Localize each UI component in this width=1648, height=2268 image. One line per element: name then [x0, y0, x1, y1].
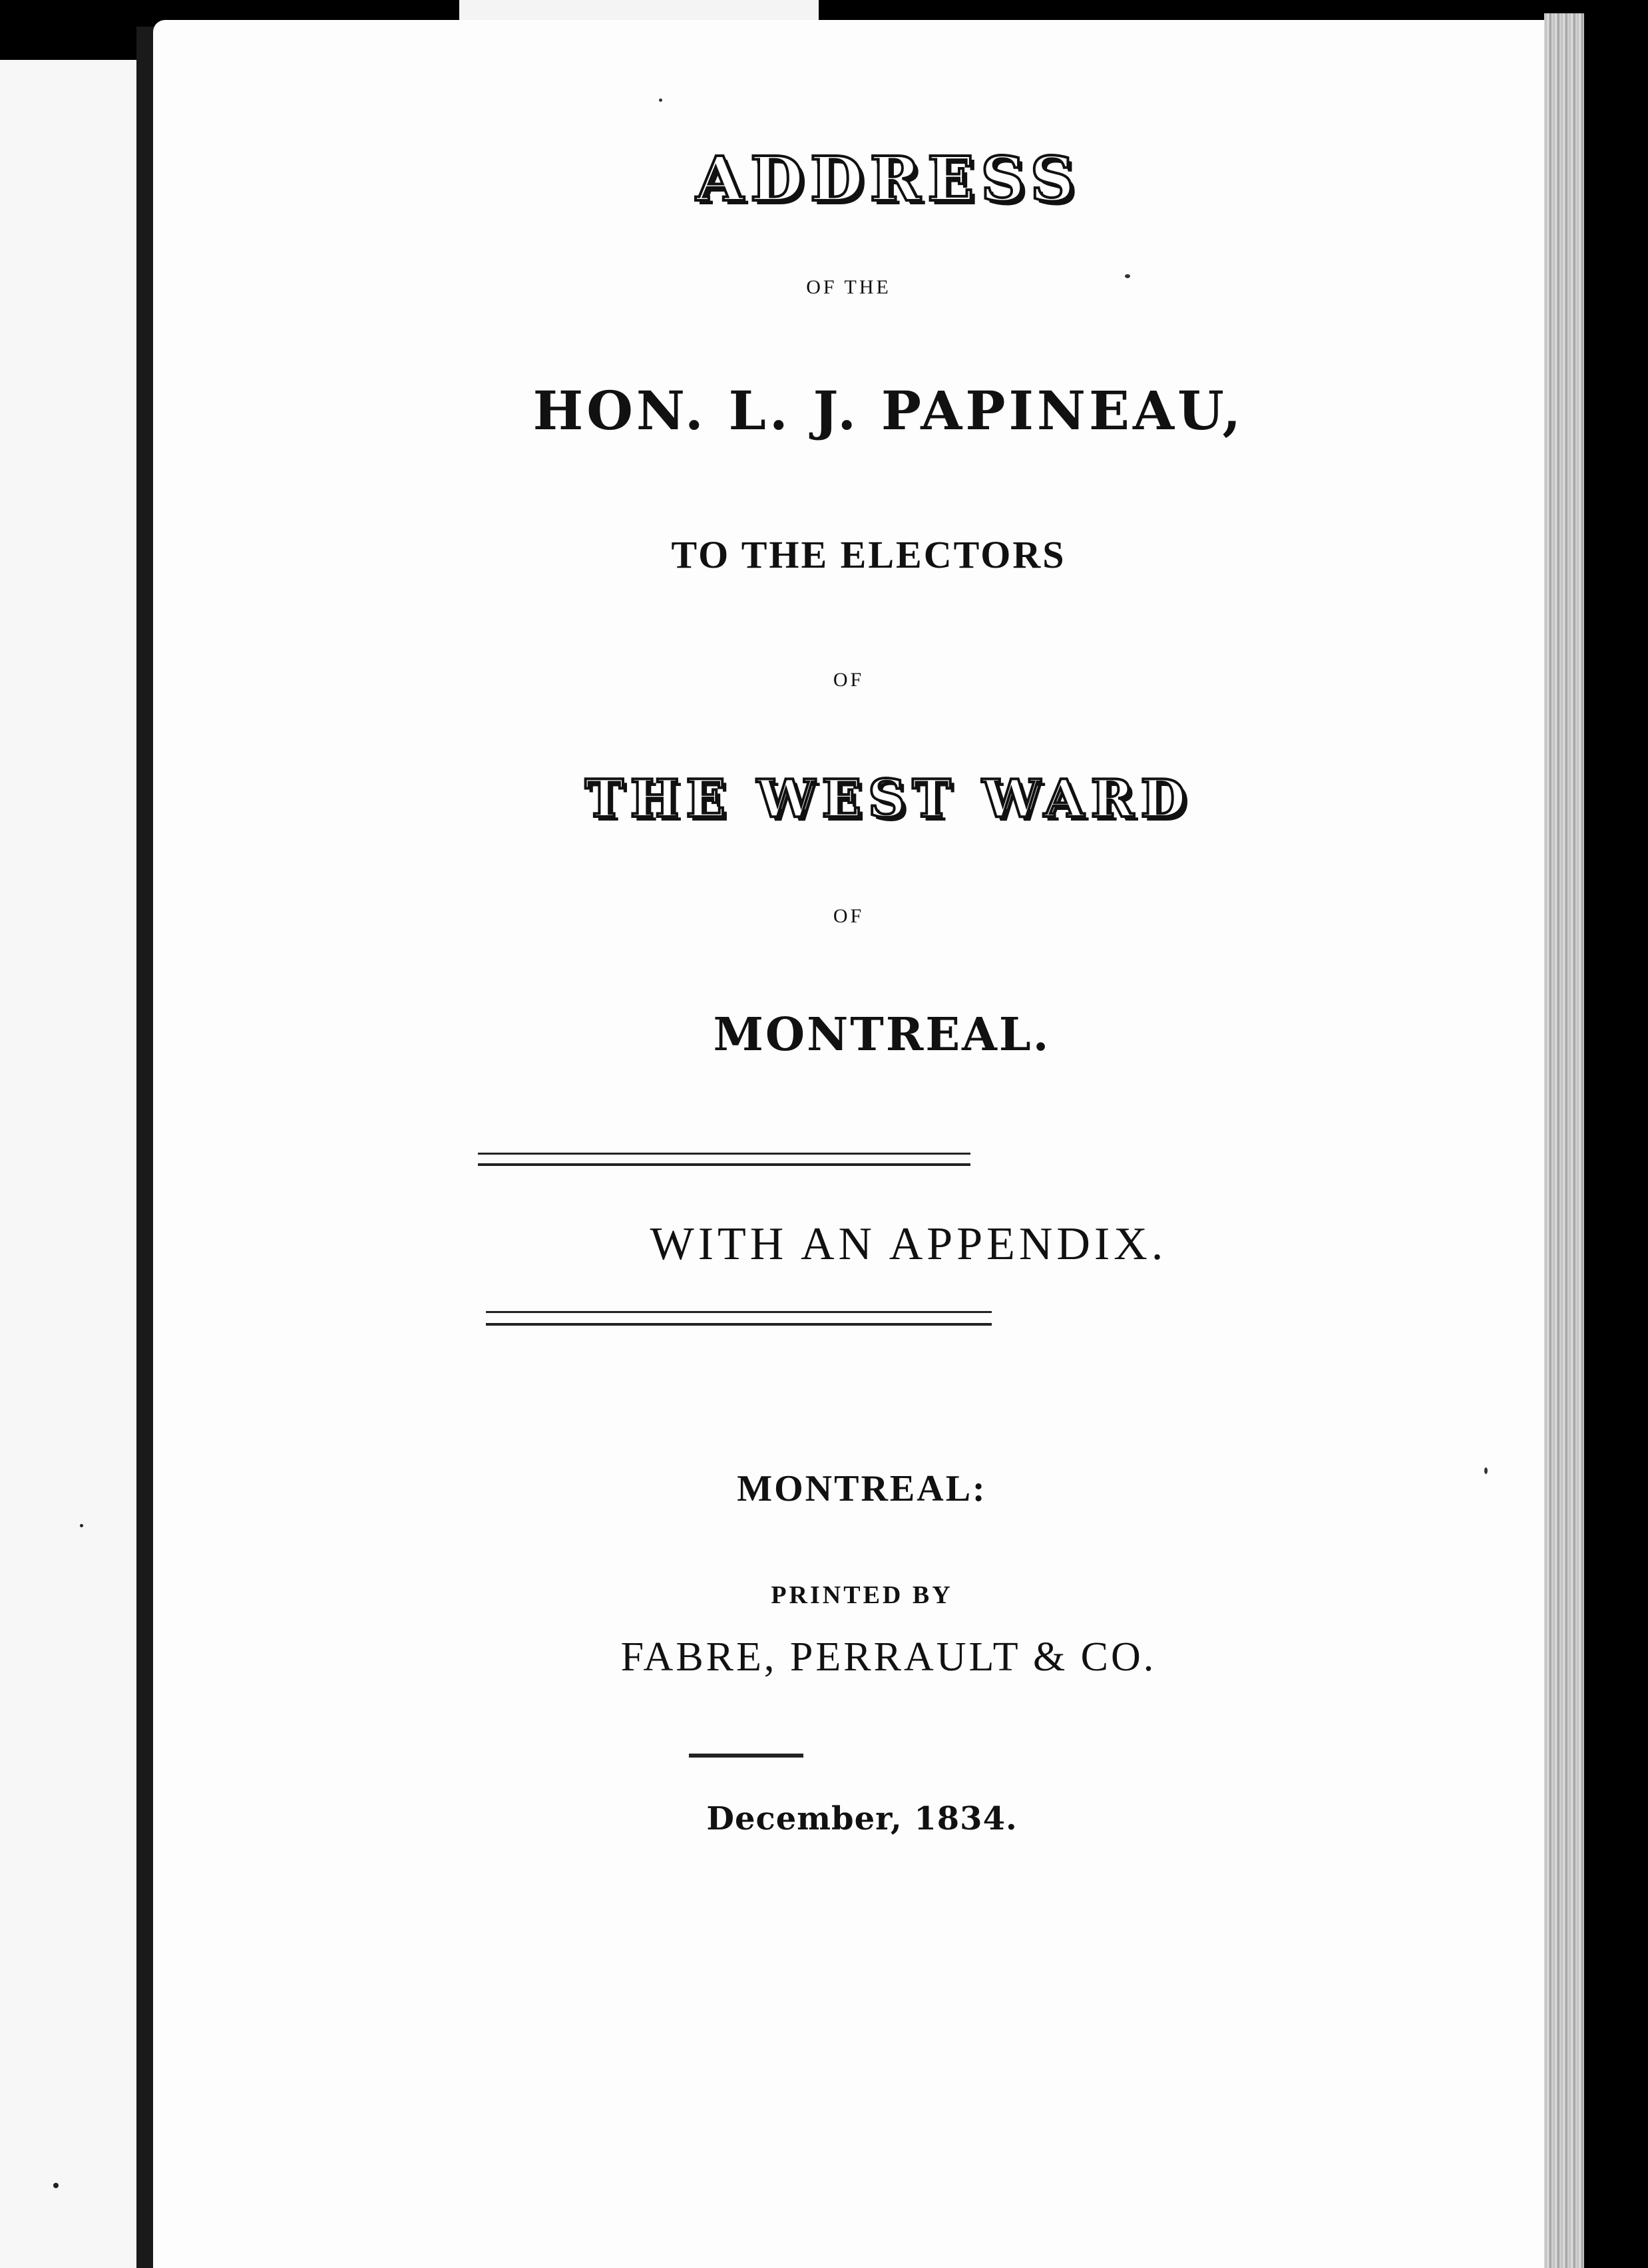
double-rule-top [478, 1163, 970, 1166]
page-edges [1544, 13, 1584, 2268]
title-heading: ADDRESS [696, 143, 1082, 215]
of-label: OF [833, 669, 865, 691]
appendix-line: WITH AN APPENDIX. [650, 1219, 1167, 1270]
imprint-city: MONTREAL: [737, 1468, 987, 1509]
ward-name: THE WEST WARD [584, 769, 1193, 829]
double-rule-top [478, 1153, 970, 1155]
speck [53, 2183, 59, 2188]
previous-page-edge [0, 60, 145, 2268]
scan-border [1584, 0, 1648, 2268]
short-rule [689, 1754, 803, 1758]
place-name: MONTREAL. [713, 1008, 1051, 1061]
electors-line: TO THE ELECTORS [671, 533, 1066, 576]
speck [80, 1524, 83, 1527]
imprint-date: December, 1834. [706, 1800, 1018, 1837]
of-the-label: OF THE [806, 276, 891, 298]
double-rule-bottom [486, 1311, 992, 1313]
of-label: OF [833, 905, 865, 927]
printed-by-label: PRINTED BY [771, 1581, 953, 1609]
author-name: HON. L. J. PAPINEAU, [532, 379, 1245, 442]
speck [659, 98, 662, 102]
printer-name: FABRE, PERRAULT & CO. [620, 1634, 1157, 1680]
title-page [153, 20, 1544, 2268]
double-rule-bottom [486, 1323, 992, 1326]
